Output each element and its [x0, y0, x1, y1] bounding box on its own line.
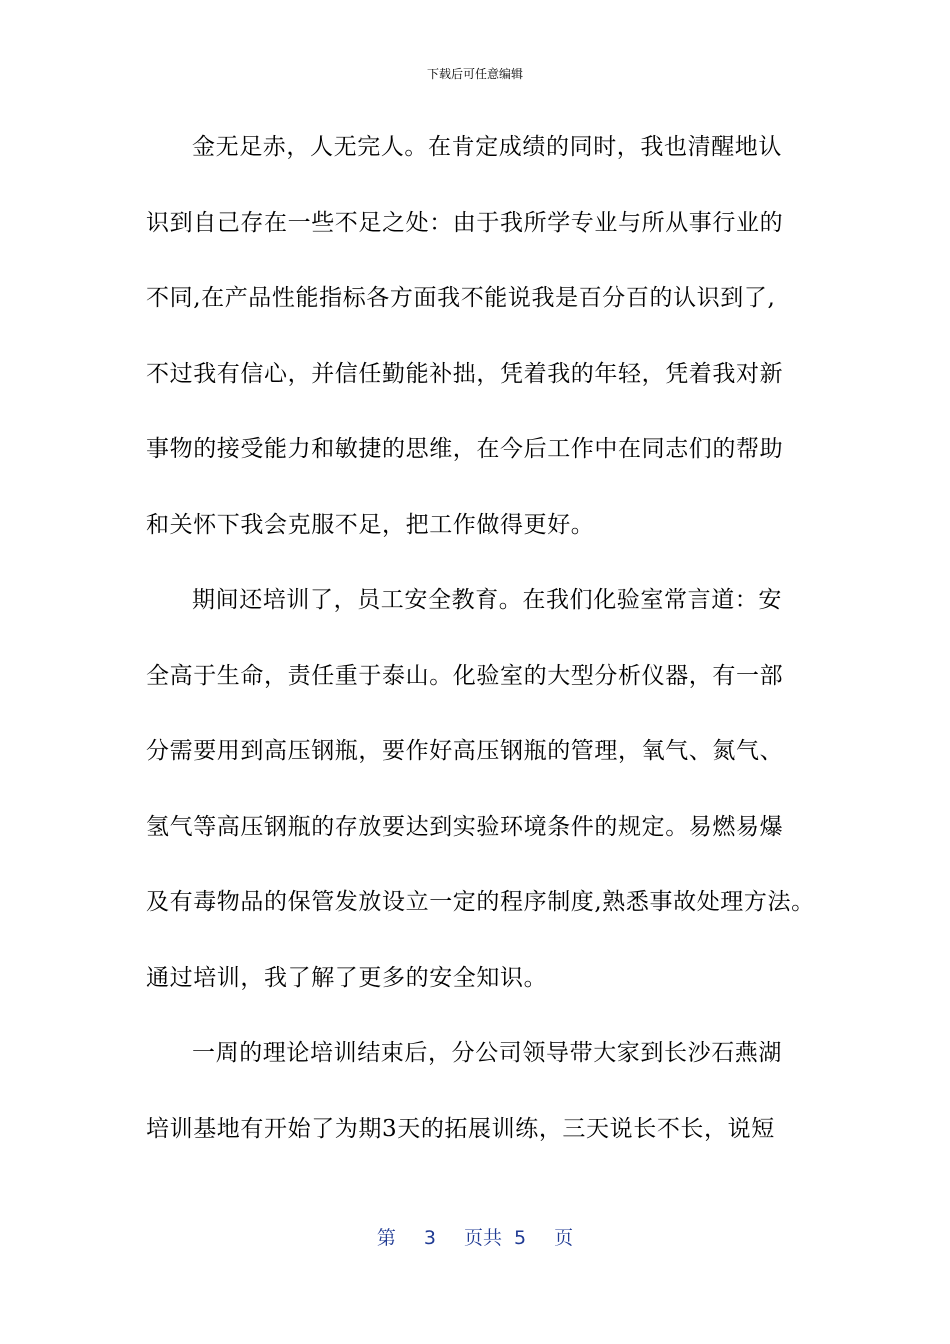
text-line: 全高于生命，责任重于泰山。化验室的大型分析仪器，有一部 — [146, 662, 784, 689]
footer-middle: 页共 — [463, 1227, 502, 1249]
text-line: 培训基地有开始了为期3天的拓展训练，三天说长不长，说短 — [146, 1115, 775, 1142]
paragraph-3 — [146, 1030, 826, 1181]
footer-total-pages: 5 — [514, 1227, 527, 1249]
text-line: 金无足赤，人无完人。在肯定成绩的同时，我也清醒地认 — [192, 134, 782, 160]
text-line: 事物的接受能力和敏捷的思维，在今后工作中在同志们的帮助 — [146, 436, 784, 462]
text-line: 氢气等高压钢瓶的存放要达到实验环境条件的规定。易燃易爆 — [146, 813, 784, 840]
text-line: 不同,在产品性能指标各方面我不能说我是百分百的认识到了, — [146, 285, 776, 311]
page-header: 下载后可任意编辑 — [426, 67, 523, 81]
text-line: 期间还培训了，员工安全教育。在我们化验室常言道：安 — [192, 587, 782, 613]
paragraph-2 — [146, 577, 826, 1030]
text-line: 及有毒物品的保管发放设立一定的程序制度,熟悉事故处理方法。 — [146, 889, 815, 915]
footer-suffix: 页 — [554, 1227, 574, 1249]
text-line: 识到自己存在一些不足之处：由于我所学专业与所从事行业的 — [146, 209, 784, 236]
page-footer — [0, 1224, 950, 1252]
text-line: 和关怀下我会克服不足，把工作做得更好。 — [146, 511, 595, 538]
document-body — [146, 124, 826, 1181]
paragraph-1 — [146, 124, 826, 577]
footer-prefix: 第 — [376, 1227, 396, 1249]
text-line: 分需要用到高压钢瓶，要作好高压钢瓶的管理，氧气、氮气、 — [146, 738, 784, 764]
text-line: 不过我有信心，并信任勤能补拙，凭着我的年轻，凭着我对新 — [146, 360, 784, 387]
footer-current-page: 3 — [423, 1227, 436, 1249]
text-line: 一周的理论培训结束后，分公司领导带大家到长沙石燕湖 — [192, 1040, 782, 1066]
text-line: 通过培训，我了解了更多的安全知识。 — [146, 964, 548, 991]
